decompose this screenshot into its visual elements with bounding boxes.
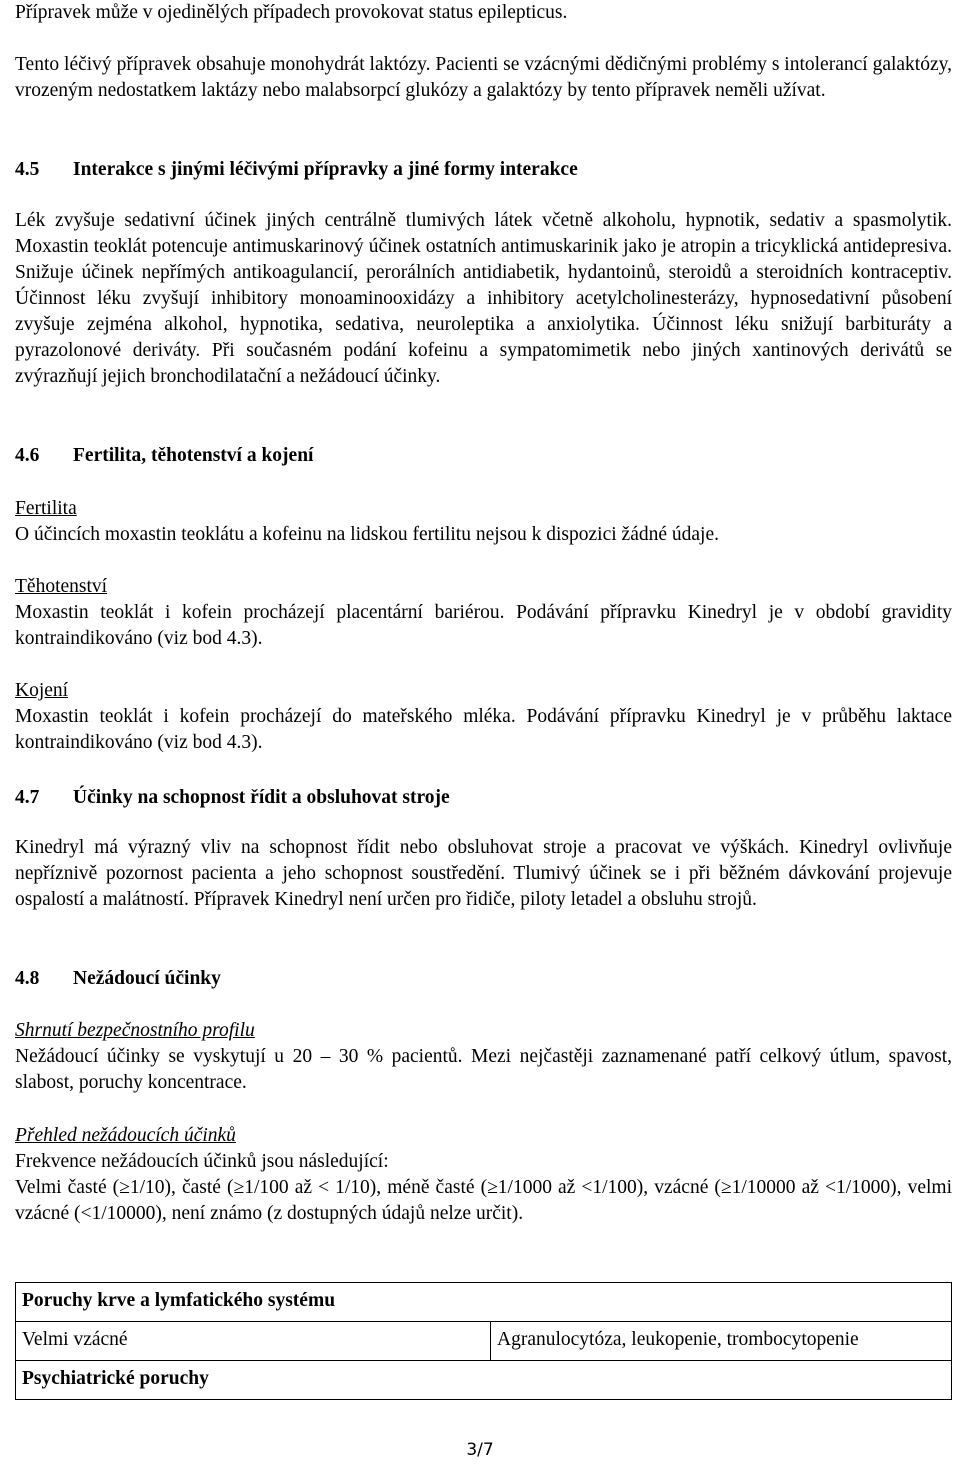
section-number: 4.5 xyxy=(15,159,40,180)
soc-header: Psychiatrické poruchy xyxy=(16,1361,952,1400)
epilepsy-note: Přípravek může v ojedinělých případech provokovat status epilepticus. xyxy=(15,2,568,23)
section-4-7-heading xyxy=(15,785,952,811)
adverse-effects-table xyxy=(15,1282,952,1400)
section-title: Interakce s jinými léčivými přípravky a jiné formy interakce xyxy=(73,159,578,180)
table-row xyxy=(16,1361,952,1400)
lactation-label: Kojení xyxy=(15,680,69,701)
pregnancy-text: Moxastin teoklát i kofein procházejí placentární bariérou. Podávání přípravku Kinedryl je v období gravidity kontraindikováno (viz bod 4.3). xyxy=(15,602,952,649)
section-4-6-heading xyxy=(15,443,952,469)
table-row xyxy=(16,1322,952,1361)
section-4-8-heading xyxy=(15,966,952,992)
lactose-note: Tento léčivý přípravek obsahuje monohydrát laktózy. Pacienti se vzácnými dědičnými problémy s intolerancí galaktózy, vrozeným nedostatkem laktázy nebo malabsorpcí glukózy a galaktózy by tento přípravek neměli užívat. xyxy=(15,54,952,101)
section-title: Fertilita, těhotenství a kojení xyxy=(73,445,314,466)
section-number: 4.7 xyxy=(15,787,40,808)
frequency-cell: Velmi vzácné xyxy=(16,1322,491,1361)
frequency-definitions: Velmi časté (≥1/10), časté (≥1/100 až < 1/10), méně časté (≥1/1000 až <1/100), vzácné (≥1/10000 až <1/1000), velmi vzácné (<1/10000), není známo (z dostupných údajů nelze určit). xyxy=(15,1177,952,1224)
section-title: Účinky na schopnost řídit a obsluhovat stroje xyxy=(73,787,450,808)
section-number: 4.8 xyxy=(15,968,40,989)
frequency-intro: Frekvence nežádoucích účinků jsou následující: xyxy=(15,1151,389,1172)
driving-text: Kinedryl má výrazný vliv na schopnost řídit nebo obsluhovat stroje a pracovat ve výškách. Kinedryl ovlivňuje nepříznivě pozornost pacienta a jeho schopnost soustředění. Tlumivý účinek se i při běžném dávkování projevuje ospalostí a malátností. Přípravek Kinedryl není určen pro řidiče, piloty letadel a obsluhu strojů. xyxy=(15,837,952,910)
pregnancy-label: Těhotenství xyxy=(15,576,108,597)
table-row xyxy=(16,1283,952,1322)
safety-summary-label: Shrnutí bezpečnostního profilu xyxy=(15,1020,255,1041)
interactions-text: Lék zvyšuje sedativní účinek jiných centrálně tlumivých látek včetně alkoholu, hypnotik, sedativ a spasmolytik. Moxastin teoklát potencuje antimuskarinový účinek ostatních antimuskarinik jako je atropin a tricyklická antidepresiva. Snižuje účinek nepřímých antikoagulancií, perorálních antidiabetik, hydantoinů, steroidů a steroidních kontraceptiv. Účinnost léku zvyšují inhibitory monoaminooxidázy a inhibitory acetylcholinesterázy, hypnosedativní působení zvyšuje zejména alkohol, hypnotika, sedativa, neuroleptika a anxiolytika. Účinnost léku snižují barbituráty a pyrazolonové deriváty. Při současném podání kofeinu a sympatomimetik nebo jiných xantinových derivátů se zvýrazňují jejich bronchodilatační a nežádoucí účinky. xyxy=(15,210,952,387)
safety-summary-text: Nežádoucí účinky se vyskytují u 20 – 30 % pacientů. Mezi nejčastěji zaznamenané patří celkový útlum, spavost, slabost, poruchy koncentrace. xyxy=(15,1046,952,1093)
effect-cell: Agranulocytóza, leukopenie, trombocytopenie xyxy=(491,1322,952,1361)
soc-header: Poruchy krve a lymfatického systému xyxy=(16,1283,952,1322)
page-number: 3/7 xyxy=(466,1440,494,1460)
section-title: Nežádoucí účinky xyxy=(73,968,221,989)
section-4-5-heading xyxy=(15,157,952,183)
section-number: 4.6 xyxy=(15,445,40,466)
lactation-text: Moxastin teoklát i kofein procházejí do mateřského mléka. Podávání přípravku Kinedryl je v průběhu laktace kontraindikováno (viz bod 4.3). xyxy=(15,706,952,753)
fertility-label: Fertilita xyxy=(15,498,77,519)
adverse-overview-label: Přehled nežádoucích účinků xyxy=(15,1125,236,1146)
fertility-text: O účincích moxastin teoklátu a kofeinu na lidskou fertilitu nejsou k dispozici žádné údaje. xyxy=(15,524,719,545)
